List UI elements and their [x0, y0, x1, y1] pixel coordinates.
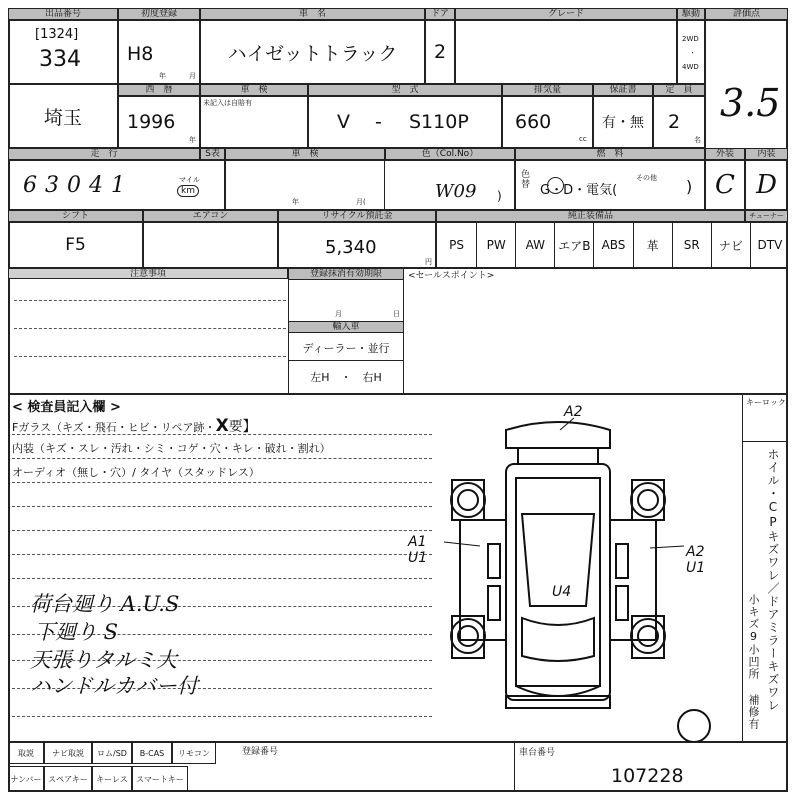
mark-top: A2: [564, 404, 583, 420]
recycle-deposit: 5,340: [325, 237, 377, 258]
lot-code: [1324]: [35, 27, 79, 42]
header-color: 色（Col.No）: [385, 148, 515, 160]
lot-number-cell: [8, 20, 118, 84]
footer-tag: ロム/SD: [92, 742, 132, 764]
header-car-name: 車 名: [200, 8, 425, 20]
header-exterior: 外装: [705, 148, 745, 160]
footer-tag: スマートキー: [132, 766, 188, 792]
inspection-note: 未記入は自賠有: [203, 99, 252, 107]
capacity-unit: 名: [694, 136, 701, 144]
color-close: ): [497, 189, 502, 203]
fuel-other: その他: [636, 174, 657, 182]
region: 埼玉: [8, 84, 118, 148]
western-year: 1996: [127, 111, 176, 133]
chassis-number: 107228: [611, 765, 684, 787]
header-western-year: 西 暦: [118, 84, 200, 96]
legend-text-2: 小キズ9小凹所 補修有: [747, 594, 760, 730]
doors: 2: [425, 20, 455, 84]
header-interior: 内装: [745, 148, 788, 160]
expiry-month: 月: [335, 310, 342, 318]
ac-cell: [143, 222, 278, 268]
header-caution: 注意事項: [8, 268, 288, 279]
header-lot-number: 出品番号: [8, 8, 118, 20]
equipment-row: [436, 222, 788, 268]
western-year-cell: [118, 96, 200, 148]
registration-number-label: 登録番号: [242, 747, 279, 757]
capacity-cell: [653, 96, 705, 148]
fuel-options: G・D・電気(: [540, 183, 618, 198]
handwritten-note-4: ハンドルカバー付: [30, 674, 198, 698]
equipment-option: エアB: [554, 223, 593, 267]
chassis-label: 車台番号: [519, 748, 556, 758]
score: 3.5: [720, 81, 781, 125]
mileage-cell: [8, 160, 225, 210]
western-year-unit: 年: [189, 136, 196, 144]
year-era: H8: [127, 43, 154, 65]
legend-text: ホイル・CPキズワレ／ドアミラーキズワレ: [766, 448, 780, 712]
inspector-line-interior: 内装（キズ・スレ・汚れ・シミ・コゲ・穴・キレ・破れ・割れ）: [12, 442, 331, 455]
header-recycle: リサイクル預託金: [278, 210, 436, 222]
header-fuel: 燃 料: [515, 148, 705, 160]
front-bumper: [506, 696, 610, 708]
mark-right: A2 U1: [686, 544, 706, 576]
footer-tag: キーレス: [92, 766, 132, 792]
displacement-cell: [502, 96, 593, 148]
header-shaken: 車 検: [225, 148, 385, 160]
inspector-line-glass: Fガラス（キズ・飛石・ヒビ・リペア跡・X要】: [12, 416, 257, 436]
header-doors: ドア: [425, 8, 455, 20]
windshield: [522, 618, 594, 661]
keylock-box: [742, 394, 788, 442]
handle-side: 左H ・ 右H: [310, 371, 382, 384]
header-model: 型 式: [308, 84, 502, 96]
mileage: 63041: [23, 173, 133, 198]
shaken-year-unit: 年: [292, 198, 299, 206]
wheel-rear-right: [631, 483, 665, 517]
header-grade: グレード: [455, 8, 677, 20]
handwritten-note-3: 天張りタルミ大: [30, 648, 177, 672]
warranty: 有・無: [593, 96, 653, 148]
footer-tag: 取説: [8, 742, 44, 764]
drive-cell: 2WD ・ 4WD: [677, 20, 705, 84]
equipment-option: 革: [633, 223, 672, 267]
year-unit: 年: [159, 72, 166, 80]
mark-left: A1 U1: [408, 534, 428, 566]
header-equipment: 純正装備品: [436, 210, 745, 222]
wheel-front-right: [631, 619, 665, 653]
fuel-cell: [515, 160, 705, 210]
grade-cell: [455, 20, 677, 84]
capacity: 2: [668, 111, 681, 133]
handwritten-note-2: 下廻り S: [34, 620, 119, 644]
glass-x-mark: X: [215, 416, 229, 436]
keylock-label: キーロック: [746, 398, 786, 407]
header-mileage: 走 行: [8, 148, 200, 160]
car-name: ハイゼットトラック: [200, 20, 425, 84]
drive-2wd: 2WD: [682, 35, 699, 43]
dealer-parallel: ディーラー・並行: [289, 335, 403, 361]
color-cell: [385, 160, 515, 210]
equipment-option: PS: [449, 238, 464, 252]
handwritten-note-1: 荷台廻り A.U.S: [30, 592, 180, 616]
mile-unit: マイル: [179, 176, 200, 184]
footer-tags-top: [8, 742, 238, 764]
equipment-option: ABS: [593, 223, 632, 267]
color-code: W09: [435, 181, 477, 202]
shaken-month-unit: 月(: [356, 198, 366, 206]
footer-tag: リモコン: [172, 742, 216, 764]
equipment-option: AW: [515, 223, 554, 267]
model-dash: -: [375, 111, 382, 133]
shaken-cell: [225, 160, 385, 210]
mark-center: U4: [552, 584, 572, 600]
first-registration-cell: [118, 20, 200, 84]
header-capacity: 定 員: [653, 84, 705, 96]
spare-tire: [678, 710, 710, 742]
header-inspection: 車 検: [200, 84, 308, 96]
header-tuner: チューナー: [745, 210, 788, 222]
header-ac: エアコン: [143, 210, 278, 222]
month-unit: 月: [189, 72, 196, 80]
interior-grade: D: [745, 160, 788, 210]
fuel-close: ): [686, 177, 693, 196]
equipment-option: SR: [672, 223, 711, 267]
km-unit: km: [177, 185, 199, 197]
yen-unit: 円: [425, 258, 432, 266]
footer-tag: B-CAS: [132, 742, 172, 764]
header-first-registration: 初度登録: [118, 8, 200, 20]
sales-points-label: <セールスポイント>: [408, 271, 495, 281]
equipment-option: PW: [476, 223, 515, 267]
header-s: S表: [200, 148, 225, 160]
cc-unit: cc: [579, 135, 587, 143]
model-prefix: V: [337, 111, 350, 133]
displacement: 660: [515, 111, 552, 133]
header-drive: 駆動: [677, 8, 705, 20]
car-condition-diagram: [388, 396, 728, 742]
header-import: 輸入車: [288, 321, 404, 333]
header-shift: シフト: [8, 210, 143, 222]
footer-tags-bottom: [8, 766, 238, 792]
wheel-rear-left: [451, 483, 485, 517]
fuel-selected-circle: [547, 177, 564, 194]
footer-tag: ナビ取説: [44, 742, 92, 764]
header-warranty: 保証書: [593, 84, 653, 96]
recycle-cell: [278, 222, 436, 268]
exterior-grade: C: [705, 160, 745, 210]
inspector-title: < 検査員記入欄 >: [12, 400, 121, 415]
inspection-cell: [200, 96, 308, 148]
drive-4wd: 4WD: [682, 63, 699, 71]
legend-column: [742, 442, 788, 742]
footer-tag: スペアキー: [44, 766, 92, 792]
shift: F5: [8, 222, 143, 268]
wheel-front-left: [451, 619, 485, 653]
color-change-label: 色替: [519, 169, 529, 189]
model-code: S110P: [409, 111, 469, 133]
header-displacement: 排気量: [502, 84, 593, 96]
inspector-line-audio: オーディオ（無し・穴）/ タイヤ（スタッドレス）: [12, 466, 260, 479]
equipment-option: DTV: [750, 223, 789, 267]
model-cell: [308, 96, 502, 148]
lot-number: 334: [39, 47, 81, 72]
equipment-option: ナビ: [711, 223, 750, 267]
score-cell: [705, 20, 788, 160]
header-score: 評価点: [705, 8, 788, 20]
body-outline: [506, 464, 610, 700]
rear-gate-shape: [506, 422, 610, 448]
chassis-box: [514, 742, 788, 792]
auction-sheet: [8, 8, 788, 792]
header-reg-expiry: 登録抹消有効期限: [288, 268, 404, 280]
expiry-day: 日: [393, 310, 400, 318]
footer-tag: ナンバー: [8, 766, 44, 792]
registration-box: [288, 268, 404, 394]
